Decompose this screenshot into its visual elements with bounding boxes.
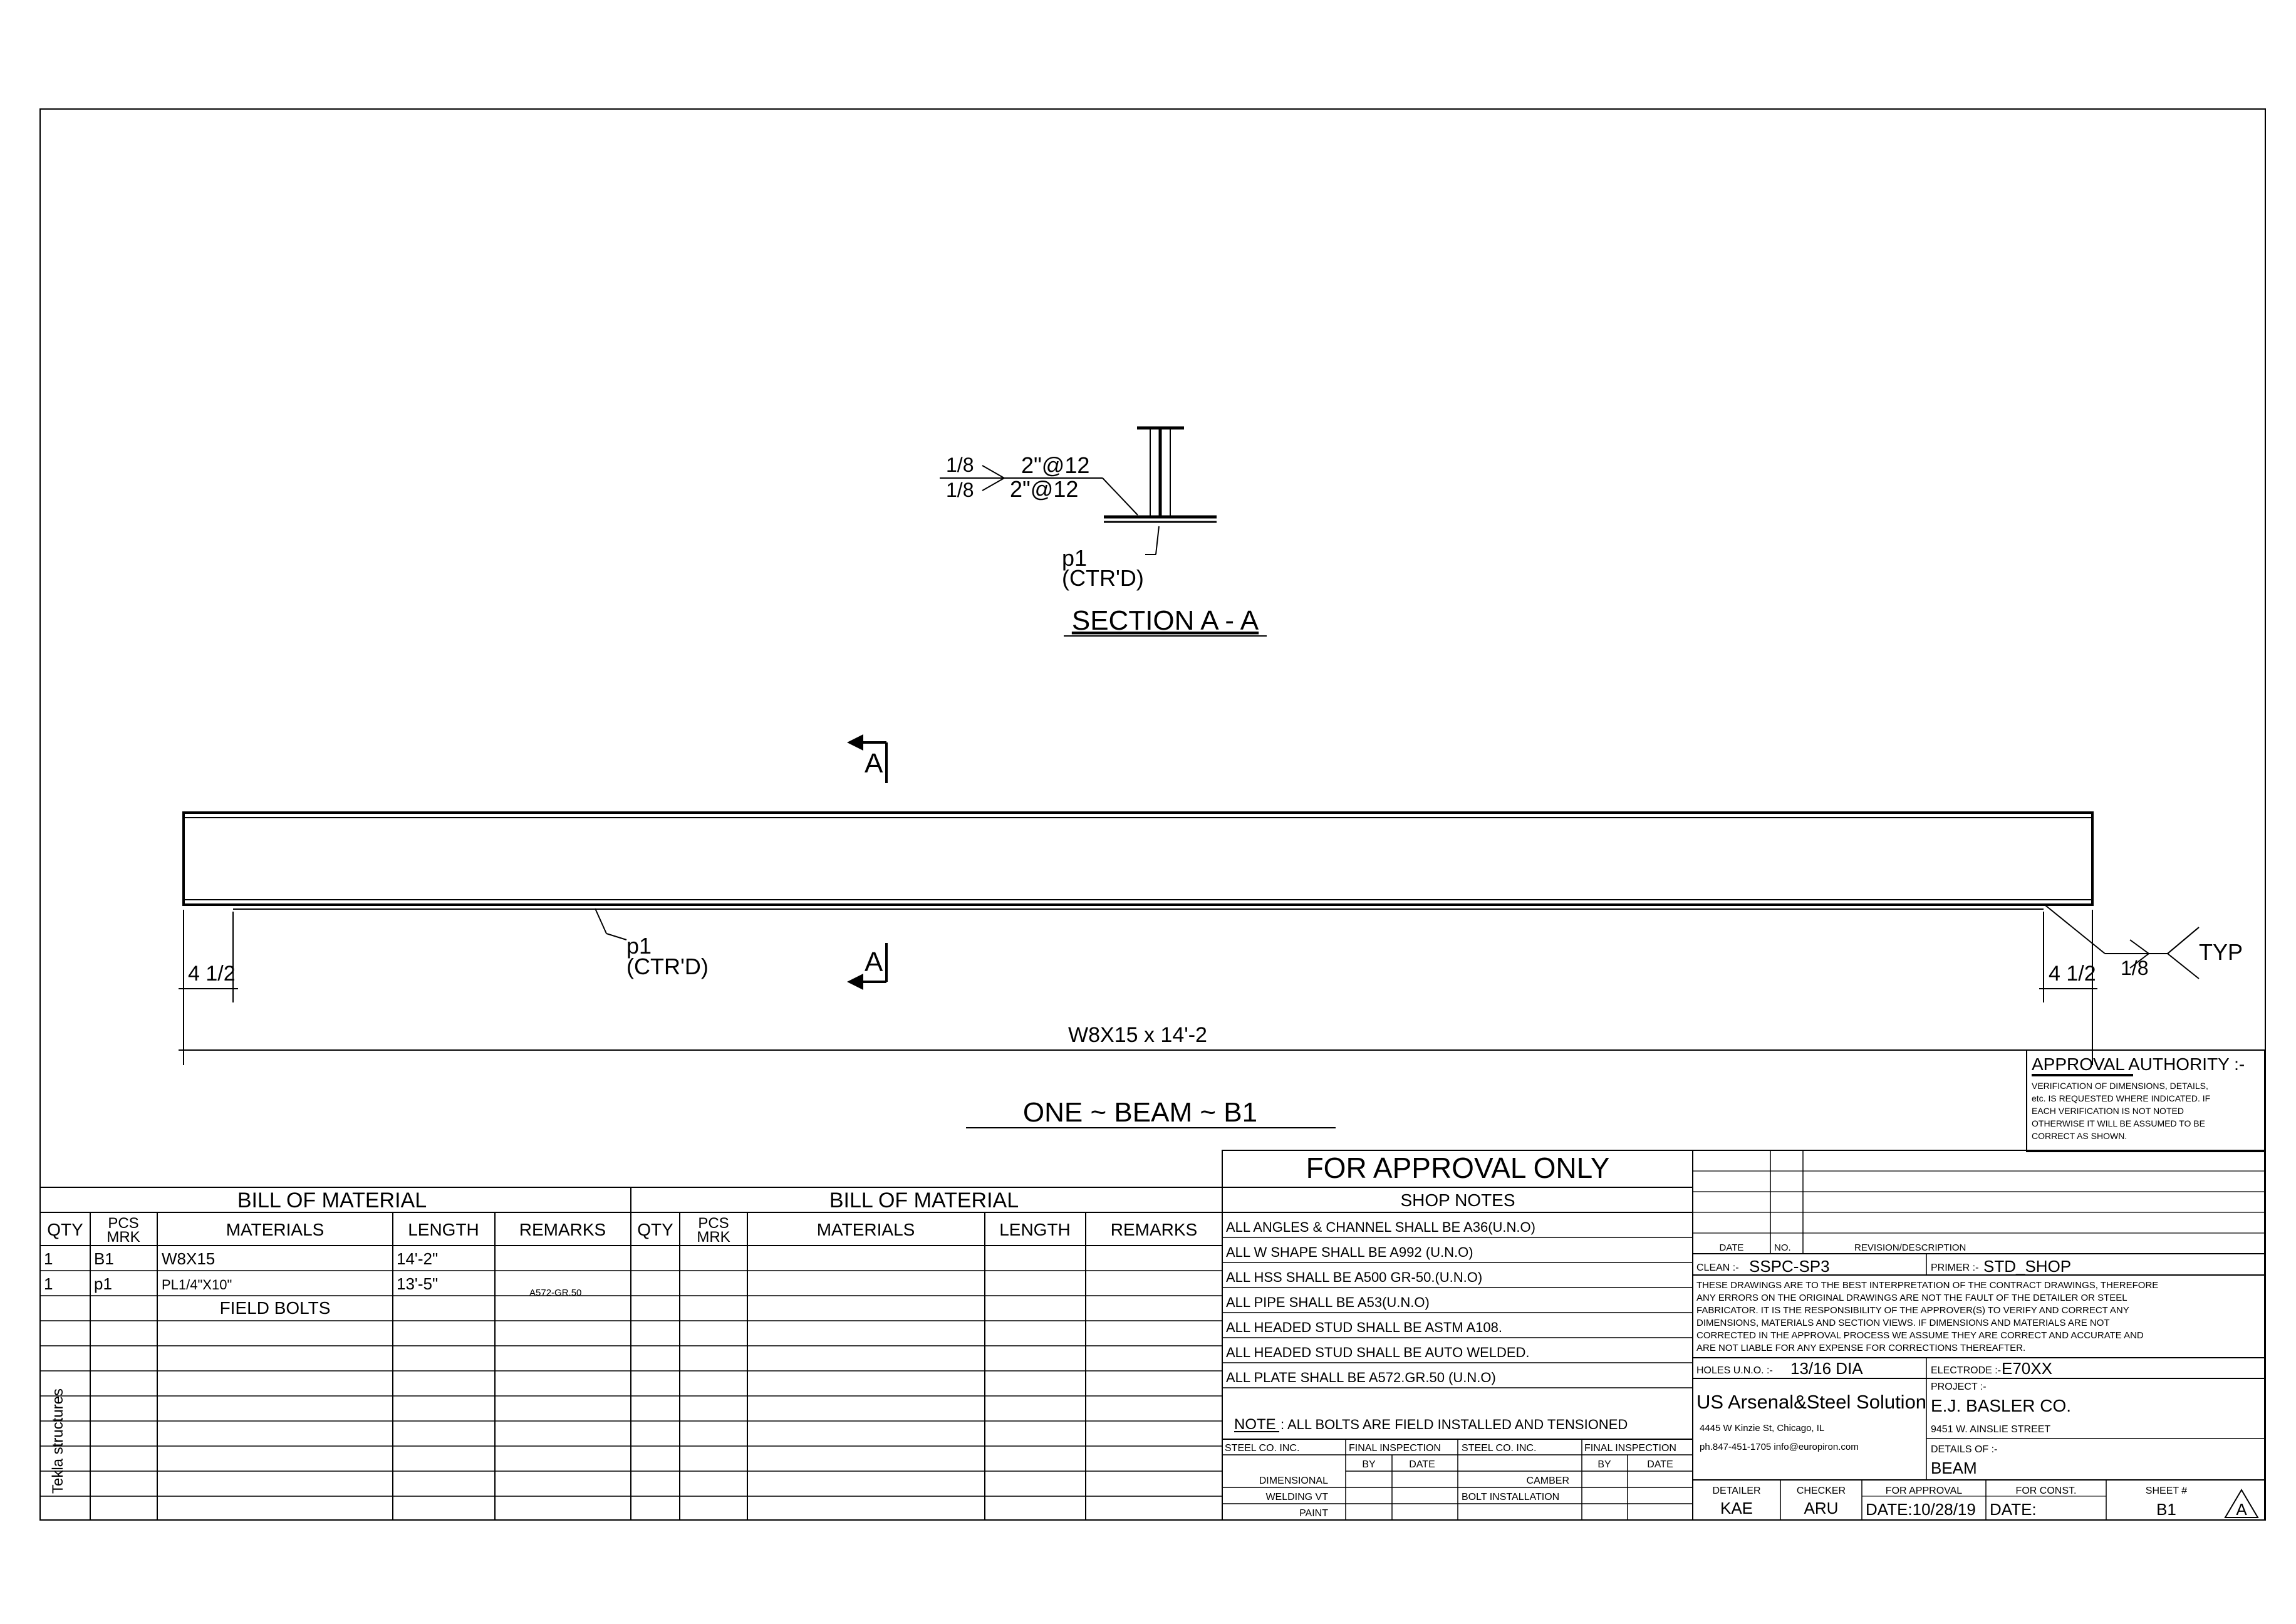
bom-left-title: BILL OF MATERIAL xyxy=(237,1189,427,1212)
section-plate-note: (CTR'D) xyxy=(1062,565,1144,591)
insp-by-1: BY xyxy=(1362,1459,1376,1470)
bom-row2-material: PL1/4"X10" xyxy=(162,1277,232,1293)
primer-value: STD_SHOP xyxy=(1983,1257,2072,1276)
insp-bolt-install: BOLT INSTALLATION xyxy=(1462,1492,1560,1502)
bom-row1-qty: 1 xyxy=(44,1249,53,1268)
shop-note-7: ALL PLATE SHALL BE A572.GR.50 (U.N.O) xyxy=(1226,1370,1496,1385)
section-weld-length-top: 2"@12 xyxy=(1021,452,1090,478)
bom-right-header-remarks: REMARKS xyxy=(1110,1220,1198,1239)
title-block xyxy=(1693,1150,2265,1520)
bom-row1-length: 14'-2" xyxy=(397,1249,439,1268)
holes-value: 13/16 DIA xyxy=(1790,1359,1863,1378)
bom-row2-qty: 1 xyxy=(44,1274,53,1293)
detailer-value: KAE xyxy=(1720,1499,1753,1517)
details-value: BEAM xyxy=(1931,1459,1977,1477)
bom-right-header-pcs: PCS xyxy=(698,1215,729,1232)
company-name: US Arsenal&Steel Solution xyxy=(1696,1391,1927,1413)
revision-mark: A xyxy=(2236,1500,2247,1519)
tekla-side-label: Tekla structures xyxy=(49,1388,66,1494)
bom-left-header-length: LENGTH xyxy=(408,1220,479,1239)
bom-field-bolts: FIELD BOLTS xyxy=(219,1298,331,1318)
dim-right: 4 1/2 xyxy=(2049,962,2096,986)
insp-date-2: DATE xyxy=(1647,1459,1673,1470)
approval-line: EACH VERIFICATION IS NOT NOTED xyxy=(2032,1106,2184,1116)
bom-left xyxy=(40,1187,631,1520)
shop-note-4: ALL PIPE SHALL BE A53(U.N.O) xyxy=(1226,1294,1430,1310)
shop-note-3: ALL HSS SHALL BE A500 GR-50.(U.N.O) xyxy=(1226,1269,1483,1285)
disclaimer-1: THESE DRAWINGS ARE TO THE BEST INTERPRETATION OF THE CONTRACT DRAWINGS, THEREFORE xyxy=(1696,1280,2159,1291)
elev-plate-note: (CTR'D) xyxy=(626,954,709,979)
overall-dim: W8X15 x 14'-2 xyxy=(1068,1023,1207,1047)
approval-line: CORRECT AS SHOWN. xyxy=(2032,1131,2127,1141)
cut-label-bottom: A xyxy=(865,947,883,977)
section-weld-size-top: 1/8 xyxy=(946,454,974,476)
disclaimer-6: ARE NOT LIABLE FOR ANY EXPENSE FOR CORRECTIONS THEREAFTER. xyxy=(1696,1343,2026,1353)
disclaimer-5: CORRECTED IN THE APPROVAL PROCESS WE ASSUME THEY ARE CORRECT AND ACCURATE AND xyxy=(1696,1330,2144,1341)
approval-authority-title: APPROVAL AUTHORITY :- xyxy=(2032,1054,2245,1074)
for-approval-label: FOR APPROVAL xyxy=(1885,1486,1963,1496)
bom-row2-length: 13'-5" xyxy=(397,1274,439,1293)
insp-final-2: FINAL INSPECTION xyxy=(1584,1443,1676,1454)
bom-left-header-remarks: REMARKS xyxy=(519,1220,606,1239)
section-title: SECTION A - A xyxy=(1071,605,1259,636)
bom-row2-mark: p1 xyxy=(94,1274,112,1293)
shop-note-2: ALL W SHAPE SHALL BE A992 (U.N.O) xyxy=(1226,1244,1473,1260)
bom-row1-mark: B1 xyxy=(94,1249,114,1268)
clean-label: CLEAN :- xyxy=(1696,1262,1739,1273)
insp-steel-co-2: STEEL CO. INC. xyxy=(1462,1443,1537,1454)
clean-value: SSPC-SP3 xyxy=(1749,1257,1830,1276)
elev-weld-size: 1/8 xyxy=(2121,957,2149,979)
holes-label: HOLES U.N.O. :- xyxy=(1696,1365,1773,1376)
for-approval-banner: FOR APPROVAL ONLY xyxy=(1306,1152,1610,1184)
bom-left-header-pcs: PCS xyxy=(108,1215,139,1232)
section-plate-mark: p1 xyxy=(1062,545,1088,571)
electrode-label: ELECTRODE :- xyxy=(1931,1365,2002,1376)
company-address: 4445 W Kinzie St, Chicago, IL xyxy=(1700,1423,1825,1434)
bom-left-header-qty: QTY xyxy=(47,1220,83,1239)
insp-by-2: BY xyxy=(1597,1459,1611,1470)
electrode-value: E70XX xyxy=(2002,1359,2052,1378)
sheet-value: B1 xyxy=(2156,1500,2176,1519)
elev-plate-mark: p1 xyxy=(626,933,652,959)
checker-value: ARU xyxy=(1804,1499,1839,1517)
bom-left-header-mrk: MRK xyxy=(106,1229,140,1246)
checker-label: CHECKER xyxy=(1796,1486,1846,1496)
project-address: 9451 W. AINSLIE STREET xyxy=(1931,1424,2051,1435)
for-approval-value: DATE:10/28/19 xyxy=(1866,1500,1976,1519)
bom-right xyxy=(631,1187,1222,1520)
insp-paint: PAINT xyxy=(1299,1508,1328,1519)
primer-label: PRIMER :- xyxy=(1931,1262,1979,1273)
section-weld-size-bot: 1/8 xyxy=(946,479,974,501)
bom-row2-remarks: A572-GR.50 xyxy=(529,1288,582,1298)
bolt-note-label: NOTE xyxy=(1234,1416,1276,1433)
bom-row1-material: W8X15 xyxy=(162,1249,216,1268)
shop-notes xyxy=(1222,1150,1693,1520)
beam-outline xyxy=(184,813,2092,905)
disclaimer-2: ANY ERRORS ON THE ORIGINAL DRAWINGS ARE NOT THE FAULT OF THE DETAILER OR STEEL xyxy=(1696,1293,2127,1303)
details-label: DETAILS OF :- xyxy=(1931,1444,1998,1455)
disclaimer-4: DIMENSIONS, MATERIALS AND SECTION VIEWS. IF DIMENSIONS AND MATERIALS ARE NOT xyxy=(1696,1318,2110,1328)
bolt-note-text: : ALL BOLTS ARE FIELD INSTALLED AND TENSIONED xyxy=(1280,1417,1628,1432)
cut-label-top: A xyxy=(865,748,883,779)
insp-camber: CAMBER xyxy=(1526,1476,1569,1486)
bom-left-header-materials: MATERIALS xyxy=(226,1220,325,1239)
approval-authority-box xyxy=(2027,1050,2265,1152)
section-weld-length-bot: 2"@12 xyxy=(1010,476,1079,502)
insp-dimensional: DIMENSIONAL xyxy=(1259,1476,1328,1486)
elevation-title: ONE ~ BEAM ~ B1 xyxy=(1022,1097,1258,1128)
beam-elevation xyxy=(179,734,2243,1128)
for-const-label: FOR CONST. xyxy=(2015,1486,2077,1496)
approval-line: OTHERWISE IT WILL BE ASSUMED TO BE xyxy=(2032,1118,2205,1128)
rev-date-header: DATE xyxy=(1719,1242,1744,1253)
shop-note-5: ALL HEADED STUD SHALL BE ASTM A108. xyxy=(1226,1320,1502,1335)
project-name: E.J. BASLER CO. xyxy=(1931,1396,2072,1415)
project-label: PROJECT :- xyxy=(1931,1382,1987,1392)
for-const-value: DATE: xyxy=(1990,1500,2037,1519)
insp-welding: WELDING VT xyxy=(1265,1492,1328,1502)
shop-note-1: ALL ANGLES & CHANNEL SHALL BE A36(U.N.O) xyxy=(1226,1219,1535,1235)
company-contact: ph.847-451-1705 info@europiron.com xyxy=(1700,1442,1859,1452)
bom-right-header-mrk: MRK xyxy=(697,1229,730,1246)
shop-notes-title: SHOP NOTES xyxy=(1400,1190,1515,1210)
insp-final-1: FINAL INSPECTION xyxy=(1349,1443,1441,1454)
bom-right-title: BILL OF MATERIAL xyxy=(829,1189,1019,1212)
section-view xyxy=(940,428,1267,636)
disclaimer-3: FABRICATOR. IT IS THE RESPONSIBILITY OF THE APPROVER(S) TO VERIFY AND CORRECT ANY xyxy=(1696,1305,2129,1316)
insp-steel-co-1: STEEL CO. INC. xyxy=(1225,1443,1300,1454)
bom-right-header-materials: MATERIALS xyxy=(816,1220,915,1239)
bom-right-header-qty: QTY xyxy=(637,1220,673,1239)
approval-line: VERIFICATION OF DIMENSIONS, DETAILS, xyxy=(2032,1081,2208,1091)
bom-right-header-length: LENGTH xyxy=(999,1220,1071,1239)
elev-weld-typ: TYP xyxy=(2199,939,2243,965)
insp-date-1: DATE xyxy=(1409,1459,1435,1470)
approval-line: etc. IS REQUESTED WHERE INDICATED. IF xyxy=(2032,1093,2211,1103)
rev-desc-header: REVISION/DESCRIPTION xyxy=(1854,1242,1966,1253)
dim-left: 4 1/2 xyxy=(188,962,236,986)
shop-note-6: ALL HEADED STUD SHALL BE AUTO WELDED. xyxy=(1226,1345,1530,1360)
rev-no-header: NO. xyxy=(1774,1242,1791,1253)
sheet-label: SHEET # xyxy=(2145,1486,2188,1496)
detailer-label: DETAILER xyxy=(1712,1486,1761,1496)
